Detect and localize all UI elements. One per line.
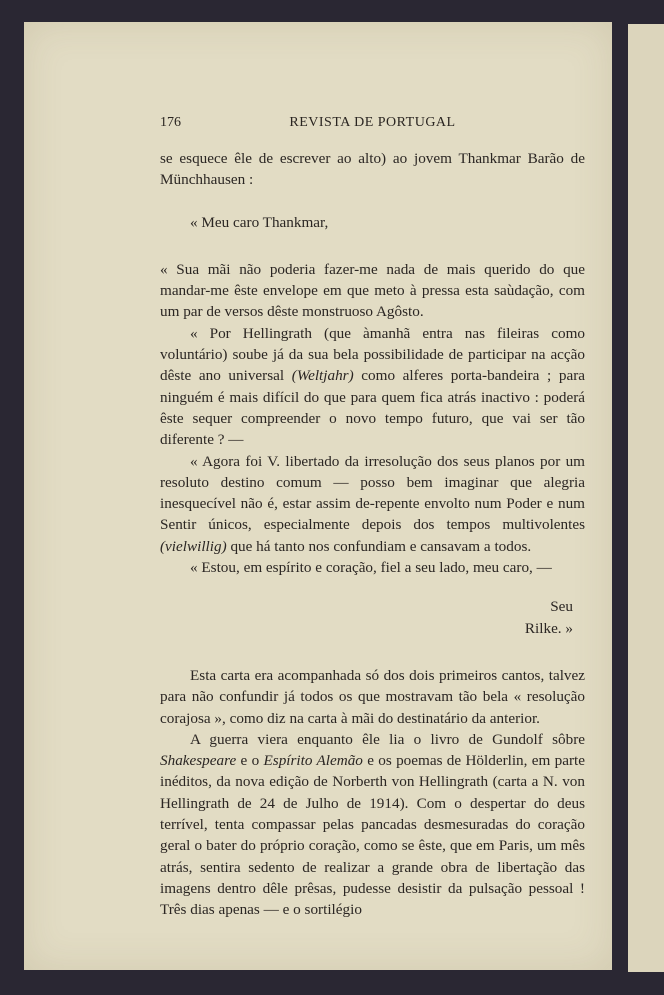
- text-span: « Agora foi V. libertado da irresolução dos seus planos por um resoluto destino comum — posso bem imaginar que alegria inesquecível não é, estar assim de-repente envolto num Poder e num Sentir únicos, especialmente depois dos tempos multivolentes: [160, 452, 585, 534]
- letter-salutation: « Meu caro Thankmar,: [190, 213, 329, 231]
- letter-paragraph: [160, 451, 585, 557]
- text-span: A guerra viera enquanto êle lia o livro de Gundolf sôbre: [190, 730, 585, 748]
- page-number: 176: [160, 115, 181, 130]
- paragraph: Esta carta era acompanhada só dos dois primeiros cantos, talvez para não confundir já todos os que mostravam tão bela « resolução corajosa », como diz na carta à mãi do destinatário da anterior.: [160, 666, 585, 727]
- signature-name: Rilke. »: [524, 619, 573, 637]
- page-header: [160, 115, 585, 135]
- paragraph: [160, 729, 585, 921]
- text-span: « Por Hellingrath (que àmanhã entra nas fileiras como voluntário) soube já da sua bela possibilidade de participar na acção dêste ano universal: [160, 324, 585, 385]
- letter-paragraph: « Sua mãi não poderia fazer-me nada de mais querido do que mandar-me êste envelope em que meto à pressa esta saùdação, com um par de versos dêste monstruoso Agôsto.: [160, 260, 585, 321]
- italic-term: (vielwillig): [160, 537, 227, 555]
- letter-paragraph: « Estou, em espírito e coração, fiel a seu lado, meu caro, —: [190, 559, 552, 577]
- running-title: REVISTA DE PORTUGAL: [289, 115, 456, 130]
- signature-line: Seu: [550, 598, 573, 616]
- letter-paragraph: [160, 323, 585, 451]
- text-span: que há tanto nos confundiam e cansavam a todos.: [226, 537, 532, 555]
- italic-title: Espírito Alemão: [263, 752, 363, 770]
- text-span: e o: [236, 752, 264, 770]
- body-text: [160, 148, 585, 921]
- italic-term: (Weltjahr): [291, 367, 354, 385]
- text-span: e os poemas de Hölderlin, em parte inéditos, da nova edição de Norberth von Hellingrath (carta a N. von Hellingrath de 24 de Julho de 1914). Com o despertar do deus terrível, tenta compassar pelas pancadas desmesuradas do coração geral o bater do próprio coração, como se êste, que em Paris, um mês atrás, sentira sedento de realizar a grande obra de libertação das imagens dentro dêle prêsas, pudesse desistir da pulsação pessoal ! Três dias apenas — e o sortilégio: [160, 752, 585, 919]
- adjacent-page-edge: [628, 24, 664, 972]
- text-span: como alferes porta-bandeira ; para ninguém é mais difícil do que para quem fica atrás inactivo : poderá êste sequer compreender o novo tempo futuro, que vai ser tão diferente ? —: [160, 367, 585, 449]
- paragraph: se esquece êle de escrever ao alto) ao jovem Thankmar Barão de Münchhausen :: [160, 150, 585, 189]
- italic-title: Shakespeare: [160, 752, 237, 770]
